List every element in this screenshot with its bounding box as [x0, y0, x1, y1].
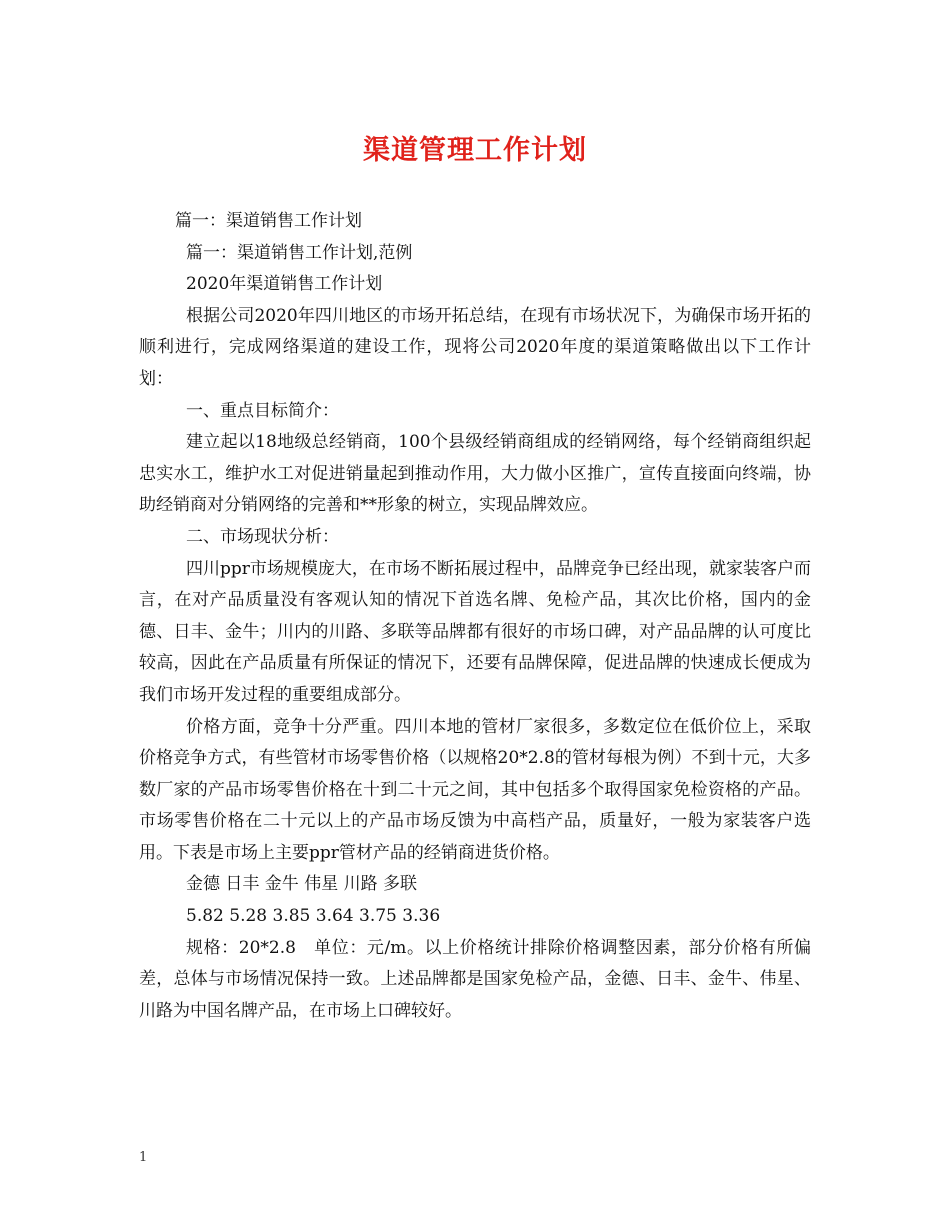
- section-heading-goals: 一、重点目标简介：: [186, 400, 339, 421]
- page-number: 1: [139, 1150, 148, 1165]
- section-heading-market: 二、市场现状分析：: [186, 526, 339, 547]
- paragraph-intro: 根据公司2020年四川地区的市场开拓总结，在现有市场状况下，为确保市场开拓的顺利进行，完成网络渠道的建设工作，现将公司2020年度的渠道策略做出以下工作计划：: [139, 305, 811, 389]
- document-title: 渠道管理工作计划: [363, 135, 587, 166]
- heading-plan-year: 2020年渠道销售工作计划: [186, 274, 383, 295]
- price-table-brands: 金德 日丰 金牛 伟星 川路 多联: [186, 874, 418, 895]
- price-table-values: 5.82 5.28 3.85 3.64 3.75 3.36: [186, 906, 441, 927]
- paragraph-goals: 建立起以18地级总经销商，100个县级经销商组成的经销网络，每个经销商组织起忠实水工，维护水工对促进销量起到推动作用，大力做小区推广，宣传直接面向终端，协助经销商对分销网络的完善和**形象的树立，实现品牌效应。: [139, 432, 811, 516]
- paragraph-market-brands: 四川ppr市场规模庞大，在市场不断拓展过程中，品牌竞争已经出现，就家装客户而言，在对产品质量没有客观认知的情况下首选名牌、免检产品，其次比价格，国内的金德、日丰、金牛；川内的川路、多联等品牌都有很好的市场口碑，对产品品牌的认可度比较高，因此在产品质量有所保证的情况下，还要有品牌保障，促进品牌的快速成长便成为我们市场开发过程的重要组成部分。: [139, 558, 811, 705]
- heading-subchapter: 篇一：渠道销售工作计划,范例: [186, 242, 413, 263]
- paragraph-price-note: 规格：20*2.8 单位：元/m。以上价格统计排除价格调整因素，部分价格有所偏差，总体与市场情况保持一致。上述品牌都是国家免检产品，金德、日丰、金牛、伟星、川路为中国名牌产品，在市场上口碑较好。: [139, 937, 811, 1021]
- document-body: [139, 206, 811, 1027]
- paragraph-market-price: 价格方面，竞争十分严重。四川本地的管材厂家很多，多数定位在低价位上，采取价格竞争方式，有些管材市场零售价格（以规格20*2.8的管材每根为例）不到十元，大多数厂家的产品市场零售价格在十到二十元之间，其中包括多个取得国家免检资格的产品。市场零售价格在二十元以上的产品市场反馈为中高档产品，质量好，一般为家装客户选用。下表是市场上主要ppr管材产品的经销商进货价格。: [139, 716, 811, 863]
- heading-chapter: 篇一：渠道销售工作计划: [175, 211, 362, 231]
